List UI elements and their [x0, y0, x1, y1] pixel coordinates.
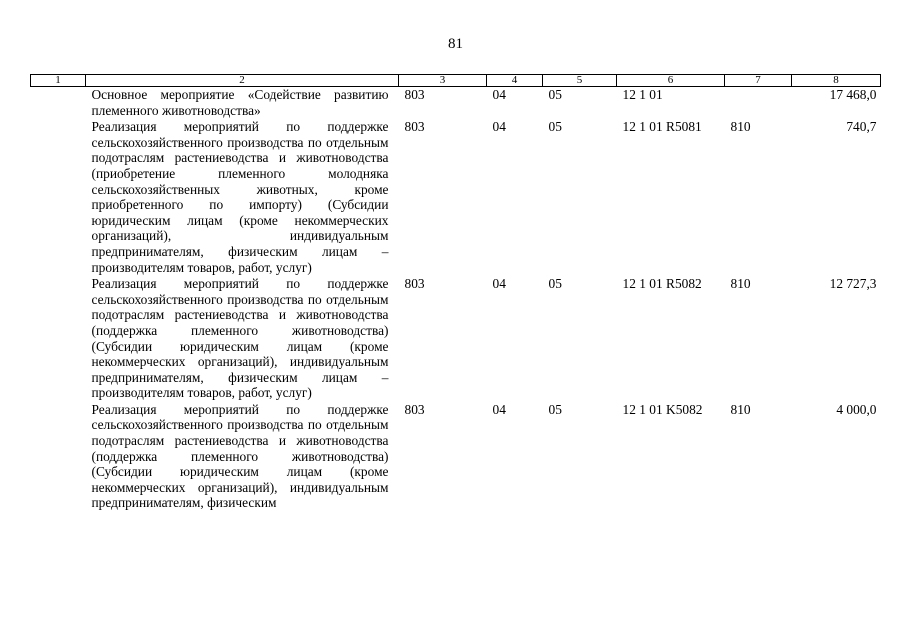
ministry-code-cell: 803: [404, 276, 425, 292]
ministry-code-cell: 803: [404, 401, 425, 417]
target-article-cell: 12 1 01 K5082: [622, 401, 703, 417]
amount-cell: 4 000,0: [836, 401, 877, 417]
subsection-code-cell: 05: [548, 401, 562, 417]
amount-cell: 740,7: [846, 119, 877, 135]
table-row: [31, 276, 881, 402]
header-cell-2: 2: [86, 75, 399, 87]
expense-type-cell: 810: [730, 119, 751, 135]
header-cell-1: 1: [31, 75, 86, 87]
target-article-cell: 12 1 01: [622, 87, 663, 102]
header-cell-5: 5: [543, 75, 617, 87]
item-name-cell: Реализация мероприятий по поддержке сельскохозяйственного производства по отдельным подотраслям растениеводства и животноводства (приобретение племенного молодняка сельскохозяйственных животных, кроме приобретенного по импорту) (Субсидии юридическим лицам (кроме некоммерческих организаций), индивидуальным предпринимателям, физическим лицам – производителям товаров, работ, услуг): [91, 119, 389, 275]
ministry-code-cell: 803: [404, 119, 425, 135]
item-name-cell: Основное мероприятие «Содействие развитию племенного животноводства»: [91, 87, 389, 118]
header-cell-8: 8: [792, 75, 881, 87]
header-cell-4: 4: [487, 75, 543, 87]
table-row: [31, 119, 881, 276]
ministry-code-cell: 803: [404, 87, 425, 102]
header-cell-6: 6: [617, 75, 725, 87]
table-row: [31, 87, 881, 120]
header-row: [31, 75, 881, 87]
subsection-code-cell: 05: [548, 87, 562, 102]
header-cell-7: 7: [725, 75, 792, 87]
row-number-cell: [31, 87, 86, 120]
item-name-cell: Реализация мероприятий по поддержке сельскохозяйственного производства по отдельным подотраслям растениеводства и животноводства (поддержка племенного животноводства) (Субсидии юридическим лицам (кроме некоммерческих организаций), индивидуальным предпринимателям, физическим: [91, 401, 389, 511]
target-article-cell: 12 1 01 R5081: [622, 119, 702, 135]
section-code-cell: 04: [492, 401, 506, 417]
item-name-cell: Реализация мероприятий по поддержке сельскохозяйственного производства по отдельным подотраслям растениеводства и животноводства (поддержка племенного животноводства) (Субсидии юридическим лицам (кроме некоммерческих организаций), индивидуальным предпринимателям, физическим лицам – производителям товаров, работ, услуг): [91, 276, 389, 401]
section-code-cell: 04: [492, 87, 506, 102]
expense-type-cell: 810: [730, 276, 751, 292]
amount-cell: 12 727,3: [829, 276, 877, 292]
table-row: [31, 402, 881, 512]
target-article-cell: 12 1 01 R5082: [622, 276, 702, 292]
section-code-cell: 04: [492, 119, 506, 135]
row-number-cell: [31, 119, 86, 276]
expense-type-cell: [725, 87, 792, 120]
table-header: [31, 75, 881, 87]
section-code-cell: 04: [492, 276, 506, 292]
table-body: [31, 87, 881, 513]
row-number-cell: [31, 402, 86, 512]
amount-cell: 17 468,0: [829, 87, 877, 102]
page-number: 81: [448, 36, 463, 52]
subsection-code-cell: 05: [548, 119, 562, 135]
subsection-code-cell: 05: [548, 276, 562, 292]
header-cell-3: 3: [399, 75, 487, 87]
expense-type-cell: 810: [730, 401, 751, 417]
budget-table: [30, 74, 881, 512]
row-number-cell: [31, 276, 86, 402]
